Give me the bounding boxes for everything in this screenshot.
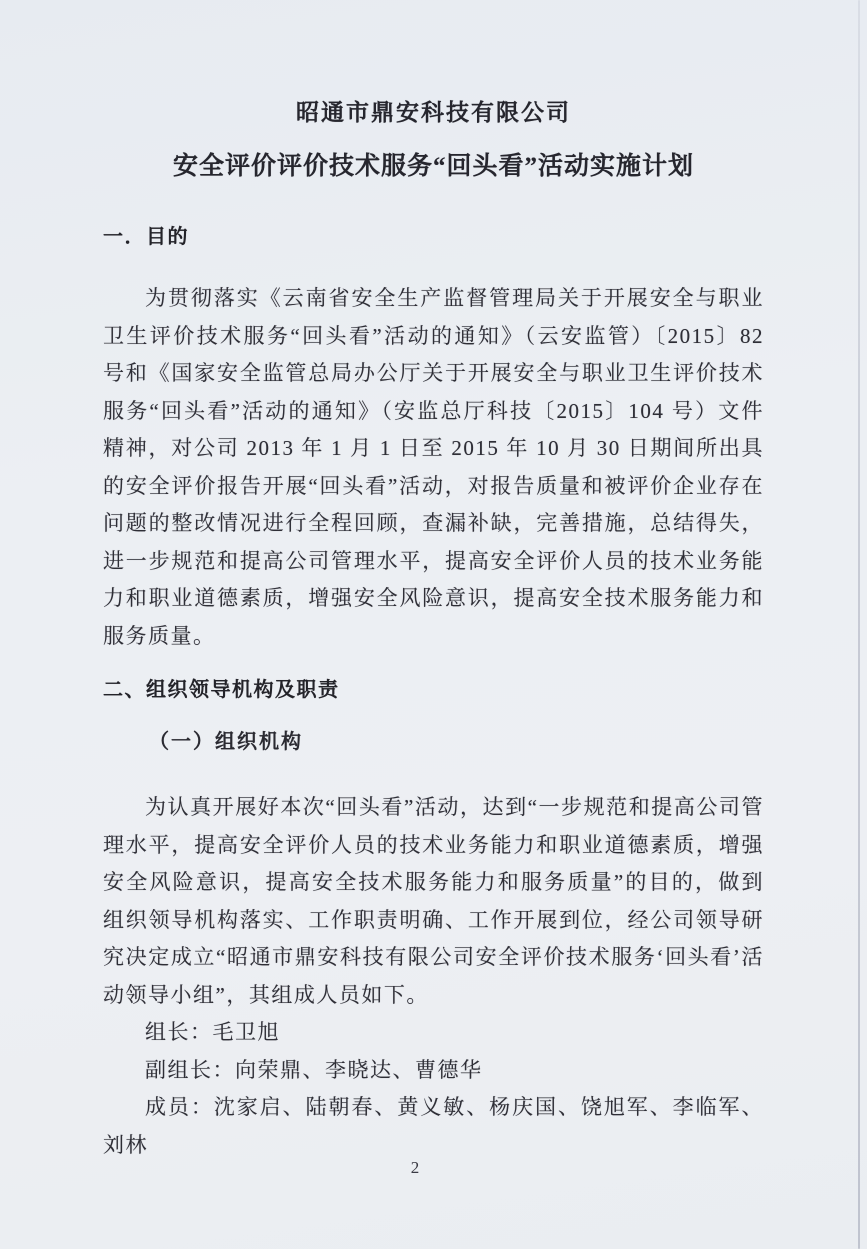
deputy-leaders-line: 副组长：向荣鼎、李晓达、曹德华 — [145, 1057, 483, 1082]
section-1-paragraph: 为贯彻落实《云南省安全生产监督管理局关于开展安全与职业卫生评价技术服务“回头看”活动的通知》（云安监管）〔2015〕82 号和《国家安全监管总局办公厅关于开展安全与职业卫生评价技术服务“回头看”活动的通知》（安监总厅科技〔2015〕104 号）文件精神，对公司 2013 年 1 月 1 日至 2015 年 10 月 30 日期间所出具的安全评价报告开展“回头看”活动，对报告质量和被评价企业存在问题的整改情况进行全程回顾，查漏补缺，完善措施，总结得失，进一步规范和提高公司管理水平，提高安全评价人员的技术业务能力和职业道德素质，增强安全风险意识，提高安全技术服务能力和服务质量。 — [103, 286, 764, 648]
section-2-heading: 二、组织领导机构及职责 — [103, 679, 340, 701]
members-line: 成员：沈家启、陆朝春、黄义敏、杨庆国、饶旭军、李临军、刘林 — [103, 1095, 764, 1157]
page-number: 2 — [410, 1158, 420, 1177]
section-2-paragraph: 为认真开展好本次“回头看”活动，达到“一步规范和提高公司管理水平，提高安全评价人员的技术业务能力和职业道德素质，增强安全风险意识，提高安全技术服务能力和服务质量”的目的，做到组织领导机构落实、工作职责明确、工作开展到位，经公司领导研究决定成立“昭通市鼎安科技有限公司安全评价技术服务‘回头看’活动领导小组”，其组成人员如下。 — [103, 795, 764, 1007]
document-subtitle: 安全评价评价技术服务“回头看”活动实施计划 — [172, 153, 694, 180]
section-2-subheading: （一）组织机构 — [149, 731, 303, 753]
group-leader-line: 组长：毛卫旭 — [145, 1020, 280, 1044]
section-1-heading: 一．目的 — [103, 226, 189, 248]
document-title: 昭通市鼎安科技有限公司 — [296, 100, 571, 125]
page-edge-shadow — [858, 0, 860, 1249]
